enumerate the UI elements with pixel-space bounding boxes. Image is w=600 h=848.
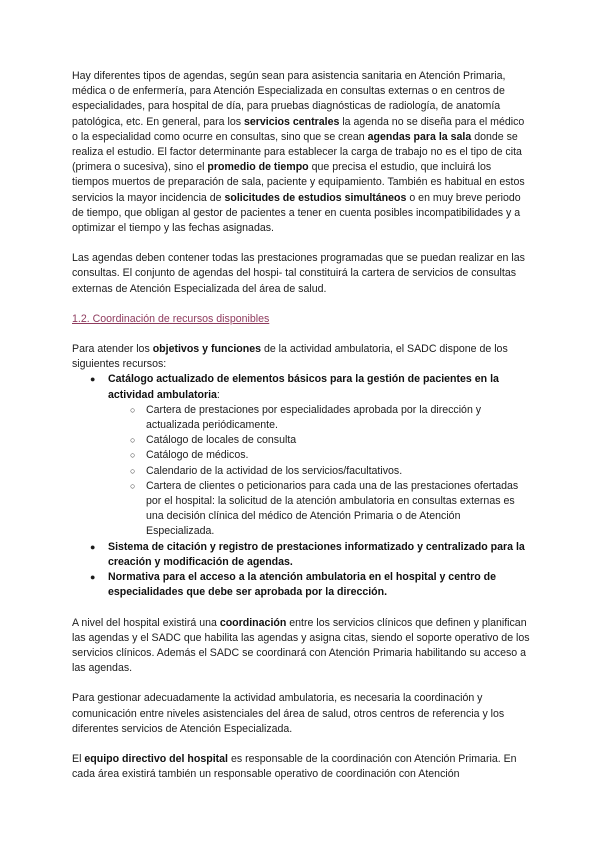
list-item bbox=[108, 372, 530, 539]
text: que precisa el estudio, que incluirá los tiempos muertos de preparación de sala, paciente y equipamiento. También es habitual en estos servicios la mayor incidencia de bbox=[72, 161, 525, 204]
text: Para atender los bbox=[72, 343, 153, 356]
text: donde se realiza el estudio. El factor determinante para establecer la carga de trabajo no es el tipo de cita (primera o sucesiva), sino el bbox=[72, 130, 522, 174]
paragraph-management-team bbox=[72, 752, 530, 782]
bold-text: promedio de tiempo bbox=[207, 161, 309, 174]
text: Hay diferentes tipos de agendas, según sean para asistencia sanitaria en Atención Primaria, médica o de enfermería, para Atención Especializada en consultas externas o en centros de especialidades, para hospital de día, para pruebas diagnósticas de radiología, de anatomía patológica, etc. En general, para los bbox=[72, 70, 506, 128]
list-item bbox=[108, 570, 530, 600]
paragraph-coordination bbox=[72, 616, 530, 677]
bold-text: Catálogo actualizado de elementos básicos para la gestión de pacientes en la actividad ambulatoria bbox=[108, 373, 499, 401]
document-page bbox=[72, 69, 530, 782]
text: entre los servicios clínicos que definen y planifican las agendas y el SADC que habilita las agendas y asigna citas, siendo el soporte operativo de los servicios clínicos. Además el SADC se coordinará con Atención Primaria habilitando su acceso a las agendas. bbox=[72, 616, 530, 675]
paragraph-agendas-types bbox=[72, 69, 530, 236]
sub-list-item: ○ Catálogo de médicos. bbox=[146, 448, 530, 463]
text: El bbox=[72, 752, 85, 765]
bold-text: agendas para la sala bbox=[367, 130, 472, 143]
text: : bbox=[216, 388, 220, 401]
list-item bbox=[108, 540, 530, 570]
bold-text: Sistema de citación y registro de prestaciones informatizado y centralizado para la creación y modificación de agendas. bbox=[108, 540, 525, 568]
sub-list-item: ○ Catálogo de locales de consulta bbox=[146, 433, 530, 448]
sub-list-item: ○ Cartera de prestaciones por especialidades aprobada por la dirección y actualizada periódicamente. bbox=[146, 403, 530, 433]
text: A nivel del hospital existirá una bbox=[72, 616, 220, 629]
bold-text: coordinación bbox=[219, 616, 287, 629]
section-heading[interactable]: 1.2. Coordinación de recursos disponibles bbox=[72, 312, 270, 325]
text: es responsable de la coordinación con Atención Primaria. En cada área existirá también un responsable operativo de coordinación con Atención bbox=[72, 752, 517, 781]
text: o en muy breve periodo de tiempo, que obligan al gestor de pacientes a tener en cuenta posibles incompatibilidades y a optimizar el tiempo y las fechas asignadas. bbox=[72, 191, 521, 235]
text: la agenda no se diseña para el médico o la especialidad como ocurre en consultas, sino que se crean bbox=[72, 115, 525, 143]
paragraph-resources-intro bbox=[72, 342, 530, 372]
paragraph-agendas-content: Las agendas deben contener todas las prestaciones programadas que se puedan realizar en las consultas. El conjunto de agendas del hospi- tal constituirá la cartera de servicios de consultas externas de Atención Especializada del área de salud. bbox=[72, 252, 525, 295]
sub-list-item: ○ Cartera de clientes o peticionarios para cada una de las prestaciones ofertadas por el hospital: la solicitud de la atención ambulatoria en consultas externas es una decisión clínica del médico de Atención Primaria o de Atención Especializada. bbox=[146, 479, 530, 540]
bold-text: objetivos y funciones bbox=[152, 343, 261, 356]
bold-text: Normativa para el acceso a la atención ambulatoria en el hospital y centro de especialidades que debe ser aprobada por la dirección. bbox=[108, 571, 496, 599]
sub-list bbox=[108, 403, 530, 540]
bold-text: servicios centrales bbox=[243, 115, 340, 128]
text: de la actividad ambulatoria, el SADC dispone de los siguientes recursos: bbox=[72, 343, 508, 371]
bold-text: solicitudes de estudios simultáneos bbox=[224, 191, 407, 204]
sub-list-item: ○ Calendario de la actividad de los servicios/facultativos. bbox=[146, 464, 530, 479]
bold-text: equipo directivo del hospital bbox=[84, 752, 228, 765]
paragraph-management: Para gestionar adecuadamente la actividad ambulatoria, es necesaria la coordinación y comunicación entre niveles asistenciales del área de salud, otros centros de referencia y los diferentes servicios de Atención Especializada. bbox=[72, 692, 505, 735]
resources-list bbox=[72, 372, 530, 600]
